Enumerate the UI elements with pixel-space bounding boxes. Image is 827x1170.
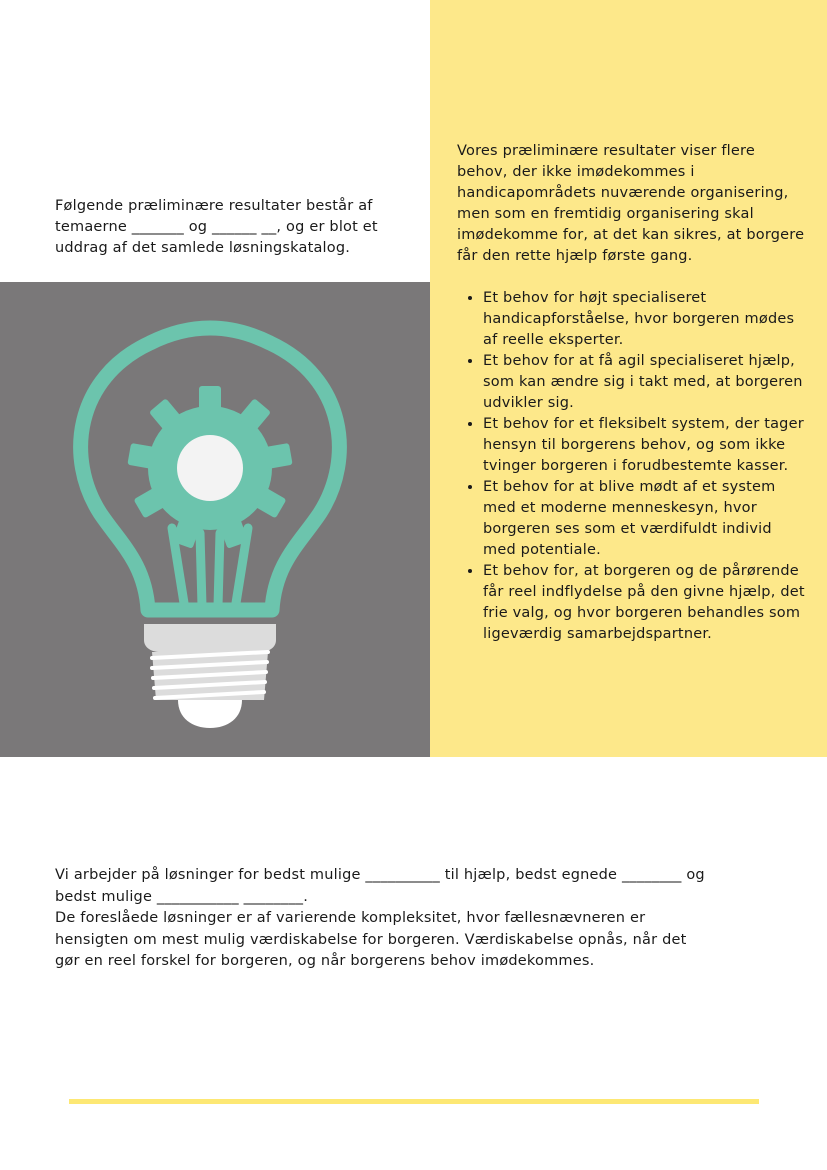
bottom-paragraph-2: De foreslåede løsninger er af varierende kompleksitet, hvor fællesnævneren er hensigten om mest mulig værdiskabelse for borgeren. Værdiskabelse opnås, når det gør en reel forskel for borgeren, og når borgerens behov imødekommes. xyxy=(55,910,687,969)
needs-list-item: • Et behov for et fleksibelt system, der tager hensyn til borgerens behov, og som ikke tvinger borgeren i forudbestemte kasser. xyxy=(483,414,807,477)
yellow-divider xyxy=(69,1099,759,1104)
lightbulb-gear-icon xyxy=(60,318,360,728)
bottom-section xyxy=(55,865,715,973)
needs-list xyxy=(457,288,807,645)
needs-list-item: • Et behov for, at borgeren og de pårørende får reel indflydelse på den givne hjælp, det frie valg, og hvor borgeren behandles som ligeværdig samarbejdspartner. xyxy=(483,561,807,645)
needs-section xyxy=(457,141,807,645)
intro-text: Følgende præliminære resultater består af temaerne _______ og ______ __, og er blot et uddrag af det samlede løsningskatalog. xyxy=(55,198,378,256)
bulb-base xyxy=(144,624,276,652)
gear-icon xyxy=(127,386,292,549)
needs-list-item: • Et behov for at blive mødt af et system med et moderne menneskesyn, hvor borgeren ses som et værdifuldt individ med potentiale. xyxy=(483,477,807,561)
needs-intro-paragraph: Vores præliminære resultater viser flere behov, der ikke imødekommes i handicapområdets nuværende organisering, men som en fremtidig organisering skal imødekomme for, at det kan sikres, at borgere får den rette hjælp første gang. xyxy=(457,143,805,264)
bottom-paragraph-1: Vi arbejder på løsninger for bedst mulige __________ til hjælp, bedst egnede ________ og bedst mulige ___________ ________. xyxy=(55,867,705,905)
needs-list-item: • Et behov for højt specialiseret handicapforståelse, hvor borgeren mødes af reelle eksperter. xyxy=(483,288,807,351)
needs-list-item: • Et behov for at få agil specialiseret hjælp, som kan ændre sig i takt med, at borgeren udvikler sig. xyxy=(483,351,807,414)
